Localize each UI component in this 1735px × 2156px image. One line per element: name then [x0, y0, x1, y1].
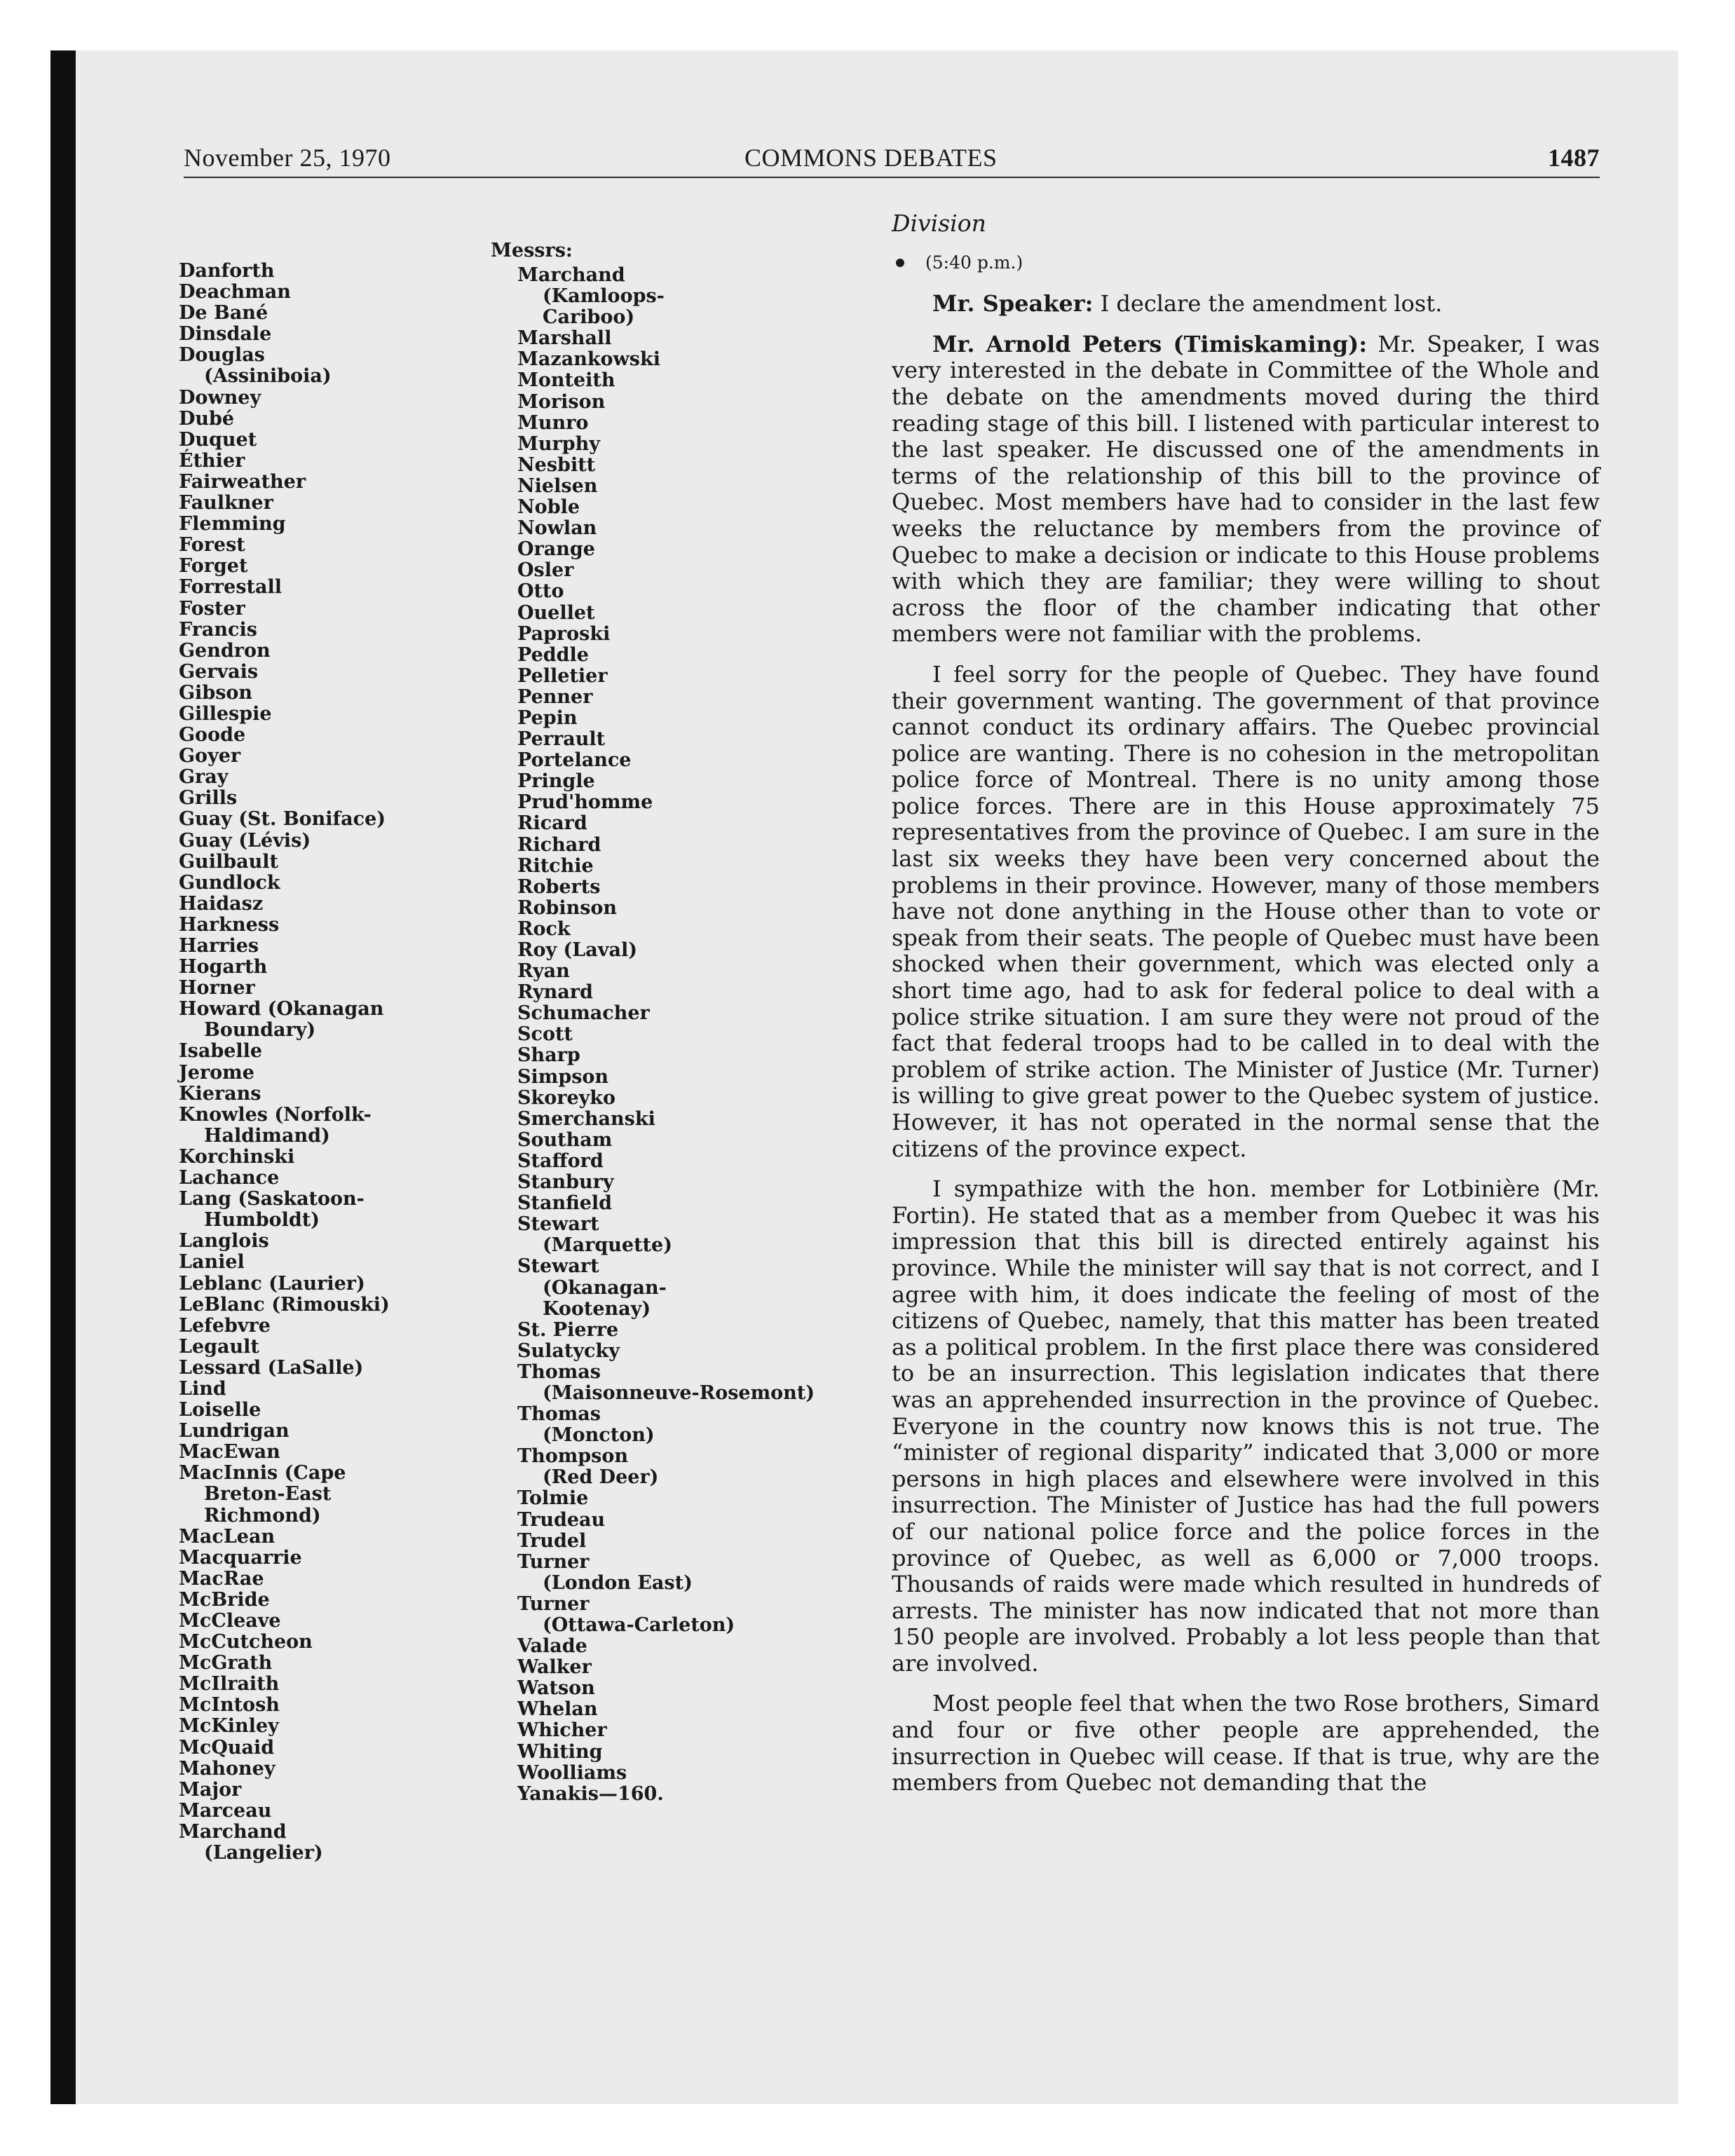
member-name: Forrestall — [179, 576, 283, 599]
member-name: Thomas — [517, 1360, 601, 1383]
member-name: (Assiniboia) — [204, 365, 332, 388]
member-name: Korchinski — [179, 1145, 295, 1168]
member-name: Haldimand) — [204, 1124, 330, 1147]
binding-edge — [50, 50, 76, 2104]
member-name: Whiting — [517, 1740, 603, 1763]
member-name: (Red Deer) — [543, 1466, 659, 1489]
member-name: McCleave — [179, 1610, 281, 1632]
paragraph-peters — [892, 332, 1600, 648]
speaker-name: Mr. Speaker: — [932, 290, 1094, 318]
member-name: Mazankowski — [517, 348, 660, 371]
member-name: Portelance — [517, 749, 632, 772]
member-name: Dubé — [179, 407, 235, 430]
member-name: Southam — [517, 1128, 613, 1151]
member-name: Valade — [517, 1635, 587, 1658]
member-name: McBride — [179, 1588, 270, 1611]
member-name: McIntosh — [179, 1694, 280, 1717]
debate-column — [892, 210, 1600, 1810]
member-name: Thomas — [517, 1403, 601, 1426]
member-name: Stafford — [517, 1149, 604, 1172]
member-name: Sharp — [517, 1044, 580, 1067]
member-name: Pringle — [517, 770, 595, 793]
member-name: Gray — [179, 766, 229, 789]
member-name: Peddle — [517, 643, 589, 666]
member-name: De Bané — [179, 302, 268, 325]
page-header — [184, 140, 1600, 178]
member-name: Murphy — [517, 432, 600, 455]
member-name: Duquet — [179, 428, 257, 451]
member-name: Gendron — [179, 639, 271, 662]
member-name: Turner — [517, 1592, 590, 1615]
member-name: Major — [179, 1778, 242, 1801]
division-names-column-2 — [517, 265, 815, 1805]
member-name: Gervais — [179, 660, 259, 683]
paragraph: I feel sorry for the people of Quebec. They have found their government wanting. The government of that province cannot conduct its ordinary affairs. The Quebec provincial police are wanting. There is no cohesion in the metropolitan police force of Montreal. There is no unity among those police forces. There are in this House approximately 75 representatives from the province of Quebec. I am sure in the last six weeks they have been very concerned about the problems in their province. However, many of those members have not done anything in the House other than to vote or speak from their seats. The people of Quebec must have been shocked when their government, which was elected only a short time ago, had to ask for federal police to deal with a police strike situation. I am sure they were not proud of the fact that federal troops had to be called in to deal with the problem of strike action. The Minister of Justice (Mr. Turner) is willing to give great power to the Quebec system of justice. However, it has not operated in the normal sense that the citizens of the province expect. — [892, 660, 1600, 1162]
member-name: Simpson — [517, 1065, 609, 1088]
member-name: Walker — [517, 1656, 592, 1679]
member-name: (Okanagan- — [543, 1276, 667, 1299]
member-name: Marceau — [179, 1799, 272, 1822]
header-date: November 25, 1970 — [184, 144, 391, 172]
paragraph-speaker — [892, 291, 1600, 318]
member-name: Douglas — [179, 344, 265, 367]
member-name: Pepin — [517, 707, 578, 729]
member-name: Marchand — [179, 1820, 287, 1843]
member-name: Sulatycky — [517, 1339, 620, 1362]
member-name: Flemming — [179, 513, 286, 535]
member-name: Paproski — [517, 622, 611, 645]
member-name: Lind — [179, 1377, 226, 1400]
member-name: Knowles (Norfolk- — [179, 1103, 372, 1126]
timestamp-text: (5:40 p.m.) — [925, 252, 1023, 273]
member-name: MacRae — [179, 1567, 264, 1590]
header-title: COMMONS DEBATES — [744, 144, 998, 172]
member-name: (London East) — [543, 1571, 693, 1594]
member-name: Legault — [179, 1335, 259, 1358]
member-name: (Ottawa-Carleton) — [543, 1614, 735, 1636]
member-name: Boundary) — [204, 1019, 316, 1042]
member-name: Deachman — [179, 281, 291, 303]
member-name: Nielsen — [517, 475, 598, 497]
member-name: Danforth — [179, 260, 275, 282]
member-name: Guilbault — [179, 850, 278, 873]
member-name: Dinsdale — [179, 323, 272, 346]
division-names-column-1 — [179, 261, 390, 1864]
speech-text: I declare the amendment lost. — [1093, 290, 1443, 318]
member-name: Goode — [179, 724, 246, 746]
member-name: Turner — [517, 1550, 590, 1573]
member-name: Downey — [179, 386, 261, 409]
member-name: LeBlanc (Rimouski) — [179, 1293, 390, 1316]
member-name: Macquarrie — [179, 1546, 302, 1569]
member-name: Stanbury — [517, 1171, 614, 1194]
member-name: Perrault — [517, 728, 606, 751]
member-name: Foster — [179, 597, 245, 620]
member-name: Richard — [517, 833, 601, 856]
member-name: Breton-East — [204, 1483, 332, 1506]
member-name: Fairweather — [179, 470, 306, 493]
member-name: Richmond) — [204, 1504, 321, 1527]
member-name: Kierans — [179, 1082, 261, 1105]
member-name: Trudel — [517, 1529, 587, 1552]
paragraph: I sympathize with the hon. member for Lotbinière (Mr. Fortin). He stated that as a member from Quebec it was his impression that this bill is directed entirely against his province. While the minister will say that is not correct, and I agree with him, it does indicate the feeling of most of the citizens of Quebec, namely, that this matter has been treated as a political problem. In the first place there was considered to be an insurrection. This legislation indicates that there was an apprehended insurrection in the province of Quebec. Everyone in the country now knows this is not true. The “minister of regional disparity” indicated that 3,000 or more persons in high places and elsewhere were involved in this insurrection. The Minister of Justice has had the full powers of our national police force and the police forces in the province of Quebec, as well as 6,000 or 7,000 troops. Thousands of raids were made which resulted in hundreds of arrests. The minister has now indicated that not more than 150 people are involved. Probably a lot less people than that are involved. — [892, 1175, 1600, 1677]
member-name: (Maisonneuve-Rosemont) — [543, 1381, 815, 1404]
member-name: Roberts — [517, 875, 601, 898]
header-page-number: 1487 — [1548, 144, 1600, 172]
member-name: Lessard (LaSalle) — [179, 1356, 364, 1379]
member-name: Gundlock — [179, 871, 280, 894]
member-name: Roy (Laval) — [517, 939, 638, 961]
member-name: Grills — [179, 787, 238, 810]
member-name: Stanfield — [517, 1192, 613, 1215]
member-name: Jerome — [179, 1061, 254, 1084]
member-name: Haidasz — [179, 892, 264, 915]
member-name: Lang (Saskatoon- — [179, 1188, 365, 1210]
member-name: Mahoney — [179, 1757, 275, 1780]
member-name: McCutcheon — [179, 1631, 313, 1653]
member-name: Guay (Lévis) — [179, 829, 311, 852]
member-name: MacLean — [179, 1525, 275, 1548]
speaker-name: Mr. Arnold Peters (Timiskaming): — [932, 330, 1368, 357]
member-name: Loiselle — [179, 1399, 261, 1421]
member-name: Lefebvre — [179, 1314, 271, 1337]
member-name: Penner — [517, 685, 593, 708]
member-name: Monteith — [517, 369, 615, 392]
member-name: Kootenay) — [543, 1297, 651, 1320]
member-name: Hogarth — [179, 956, 268, 978]
member-name: Nesbitt — [517, 453, 596, 476]
member-name: Morison — [517, 390, 606, 413]
member-name: Prud'homme — [517, 791, 653, 814]
member-name: Laniel — [179, 1251, 245, 1274]
member-name: Humboldt) — [204, 1209, 320, 1231]
paragraph: Most people feel that when the two Rose brothers, Simard and four or five other people are apprehended, the insurrection in Quebec will cease. If that is true, why are the members from Quebec not demanding that the — [892, 1690, 1600, 1796]
member-name: Harries — [179, 935, 259, 957]
member-name: Noble — [517, 496, 580, 519]
member-name: Schumacher — [517, 1002, 650, 1025]
member-name: Rock — [517, 917, 571, 940]
member-name: Orange — [517, 538, 595, 561]
member-name: Lachance — [179, 1167, 280, 1189]
member-name: Whicher — [517, 1719, 607, 1742]
member-name: Marshall — [517, 327, 612, 350]
member-name: Marchand — [517, 264, 625, 286]
member-name: Goyer — [179, 745, 241, 767]
member-name: Gibson — [179, 681, 253, 704]
member-name: Gillespie — [179, 702, 272, 725]
member-name: Nowlan — [517, 517, 597, 540]
member-name: Ryan — [517, 960, 570, 983]
member-name: Smerchanski — [517, 1107, 655, 1130]
member-name: Francis — [179, 618, 257, 641]
member-name: Ritchie — [517, 854, 594, 877]
member-name: Leblanc (Laurier) — [179, 1272, 365, 1295]
member-name: Thompson — [517, 1445, 629, 1468]
member-name: Robinson — [517, 896, 618, 919]
member-name: Cariboo) — [543, 306, 635, 329]
speech-text: Mr. Speaker, I was very interested in the debate in Committee of the Whole and the debate on the amendments moved during the third reading stage of this bill. I listened with particular interest to the last speaker. He discussed one of the amendments in terms of the relationship of this bill to the province of Quebec. Most members have had to consider in the last few weeks the reluctance by members from the province of Quebec to make a decision or indicate to this House problems with which they are familiar; they were willing to shout across the floor of the chamber indicating that other members were not familiar with the problems. — [892, 330, 1600, 648]
member-name: Rynard — [517, 981, 593, 1004]
member-name: Trudeau — [517, 1508, 606, 1531]
member-name: Skoreyko — [517, 1086, 616, 1109]
member-name: Tolmie — [517, 1487, 589, 1510]
member-name: McKinley — [179, 1715, 279, 1738]
member-name: Langlois — [179, 1230, 269, 1253]
timestamp — [892, 250, 1600, 276]
member-name: Harkness — [179, 913, 280, 936]
member-name: Horner — [179, 977, 255, 999]
member-name: Scott — [517, 1023, 573, 1046]
member-name: Osler — [517, 559, 574, 582]
messrs-label: Messrs: — [491, 240, 573, 261]
member-name: Isabelle — [179, 1040, 263, 1063]
member-name: Ricard — [517, 812, 587, 835]
member-name: Munro — [517, 411, 589, 434]
member-name: McIlraith — [179, 1673, 280, 1696]
member-name: MacEwan — [179, 1441, 280, 1464]
member-name: Woolliams — [517, 1761, 627, 1784]
member-name: Stewart — [517, 1213, 599, 1236]
member-name: McGrath — [179, 1652, 273, 1674]
member-name: Faulkner — [179, 492, 273, 514]
member-name: Whelan — [517, 1698, 598, 1721]
member-name: McQuaid — [179, 1736, 275, 1759]
member-name: Yanakis—160. — [517, 1782, 664, 1805]
member-name: Ouellet — [517, 601, 595, 624]
section-heading: Division — [892, 210, 986, 237]
member-name: Guay (St. Boniface) — [179, 808, 386, 831]
member-name: MacInnis (Cape — [179, 1462, 346, 1485]
member-name: Forget — [179, 555, 248, 578]
member-name: (Langelier) — [204, 1842, 323, 1864]
member-name: St. Pierre — [517, 1318, 619, 1341]
member-name: Pelletier — [517, 664, 608, 687]
member-name: Howard (Okanagan — [179, 998, 384, 1021]
bullet-icon — [896, 259, 904, 267]
member-name: Lundrigan — [179, 1420, 290, 1442]
member-name: (Marquette) — [543, 1234, 672, 1257]
member-name: Watson — [517, 1677, 595, 1700]
member-name: Otto — [517, 580, 564, 603]
member-name: Stewart — [517, 1255, 599, 1278]
member-name: Éthier — [179, 449, 245, 472]
member-name: (Moncton) — [543, 1424, 655, 1447]
member-name: (Kamloops- — [543, 285, 665, 308]
member-name: Forest — [179, 534, 245, 557]
